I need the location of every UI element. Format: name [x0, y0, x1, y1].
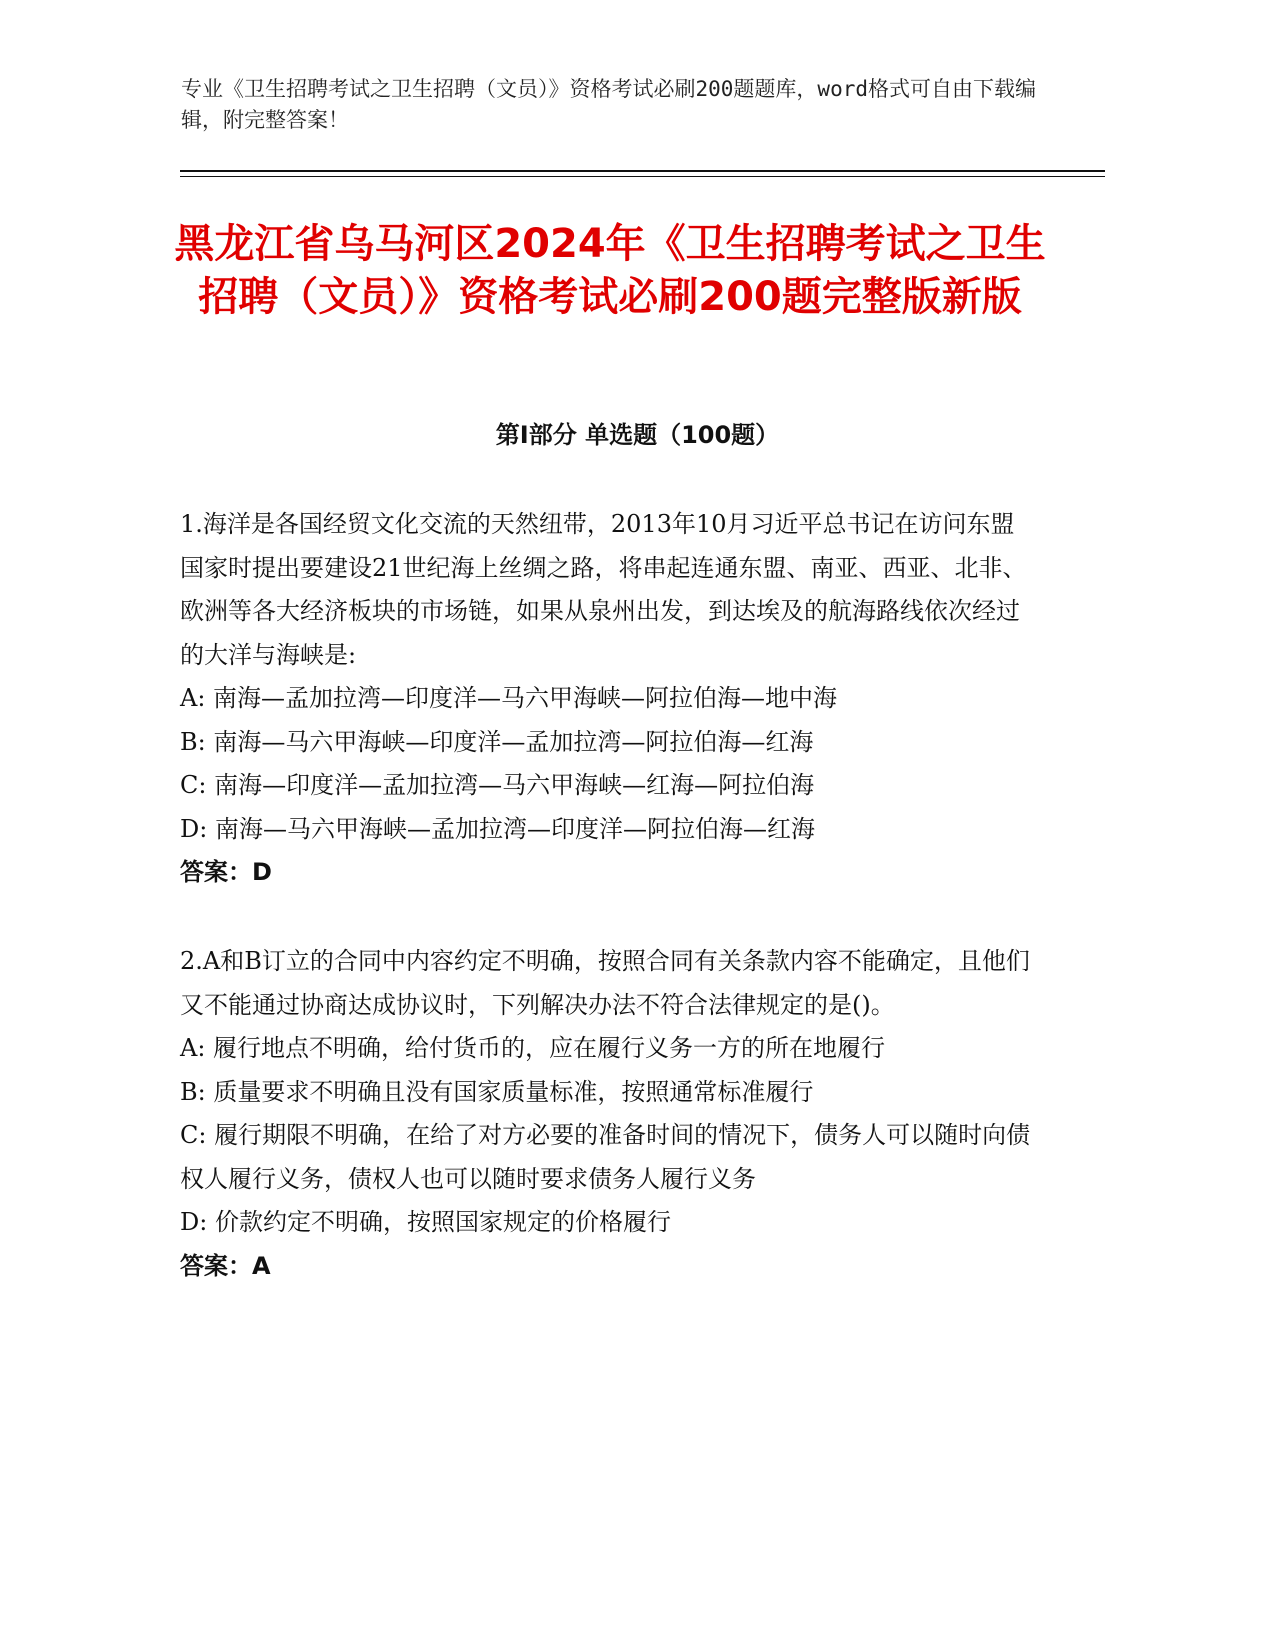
header-note: 专业《卫生招聘考试之卫生招聘（文员）》资格考试必刷200题题库，word格式可自由下载编辑，附完整答案！	[181, 77, 1036, 132]
answer: 答案：A	[180, 1251, 271, 1280]
header-rule-thin	[180, 176, 1105, 177]
question-2	[180, 940, 1035, 1288]
option-a: A: 履行地点不明确，给付货币的，应在履行义务一方的所在地履行	[180, 1034, 886, 1062]
question-1	[180, 503, 1035, 895]
option-a: A: 南海—孟加拉湾—印度洋—马六甲海峡—阿拉伯海—地中海	[180, 684, 838, 712]
option-d: D: 价款约定不明确，按照国家规定的价格履行	[180, 1208, 671, 1236]
section-heading: 第Ⅰ部分 单选题（100题）	[495, 421, 780, 449]
question-stem: 2.A和B订立的合同中内容约定不明确，按照合同有关条款内容不能确定，且他们又不能通过协商达成协议时，下列解决办法不符合法律规定的是()。	[180, 947, 1030, 1019]
answer: 答案：D	[180, 858, 272, 886]
option-c: C: 履行期限不明确，在给了对方必要的准备时间的情况下，债务人可以随时向债权人履行义务，债权人也可以随时要求债务人履行义务	[180, 1121, 1031, 1193]
question-stem: 1.海洋是各国经贸文化交流的天然纽带，2013年10月习近平总书记在访问东盟国家时提出要建设21世纪海上丝绸之路，将串起连通东盟、南亚、西亚、北非、欧洲等各大经济板块的市场链，如果从泉州出发，到达埃及的航海路线依次经过的大洋与海峡是:	[180, 510, 1027, 669]
option-b: B: 南海—马六甲海峡—印度洋—孟加拉湾—阿拉伯海—红海	[180, 727, 814, 756]
option-d: D: 南海—马六甲海峡—孟加拉湾—印度洋—阿拉伯海—红海	[180, 814, 815, 843]
option-c: C: 南海—印度洋—孟加拉湾—马六甲海峡—红海—阿拉伯海	[180, 771, 815, 799]
header-rule-thick	[180, 170, 1105, 172]
document-title: 黑龙江省乌马河区2024年《卫生招聘考试之卫生招聘（文员）》资格考试必刷200题完整版新版	[174, 221, 1046, 320]
option-b: B: 质量要求不明确且没有国家质量标准，按照通常标准履行	[180, 1077, 814, 1106]
